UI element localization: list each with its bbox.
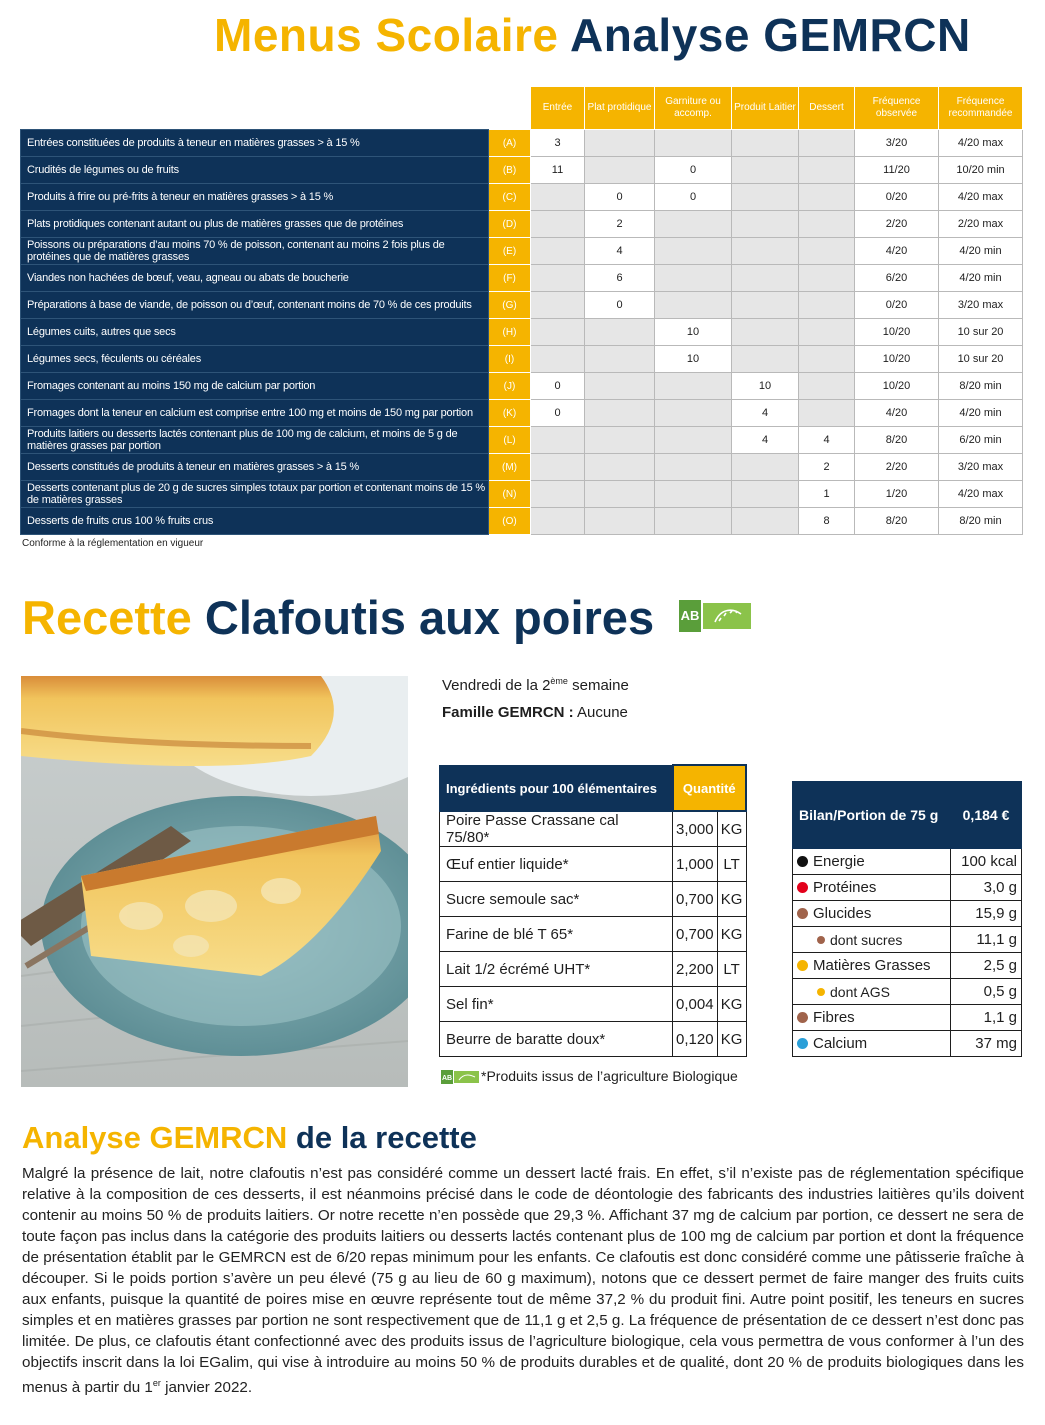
clafoutis-photo <box>21 676 408 1087</box>
row-cell: 8/20 min <box>939 508 1023 535</box>
row-label: Entrées constituées de produits à teneur en matières grasses > à 15 % <box>21 130 489 157</box>
row-cell: 0 <box>585 184 655 211</box>
row-cell: 4/20 max <box>939 481 1023 508</box>
row-cell: 10 sur 20 <box>939 346 1023 373</box>
ingredient-name: Farine de blé T 65* <box>440 917 673 952</box>
row-label: Viandes non hachées de bœuf, veau, agneau ou abats de boucherie <box>21 265 489 292</box>
row-cell: 1 <box>799 481 855 508</box>
row-cell: 10 sur 20 <box>939 319 1023 346</box>
row-cell <box>531 238 585 265</box>
nutrient-label: Matières Grasses <box>813 957 931 974</box>
row-cell <box>732 454 799 481</box>
row-label: Légumes cuits, autres que secs <box>21 319 489 346</box>
row-cell: 3/20 <box>855 130 939 157</box>
nutrition-row <box>793 1005 1022 1031</box>
row-cell <box>732 211 799 238</box>
analysis-title-part2: de la recette <box>287 1120 477 1155</box>
row-cell <box>585 157 655 184</box>
row-cell: 0 <box>655 157 732 184</box>
row-cell: 0 <box>531 373 585 400</box>
ingredient-unit: KG <box>717 917 746 952</box>
row-label: Desserts constitués de produits à teneur en matières grasses > à 15 % <box>21 454 489 481</box>
row-label: Produits laitiers ou desserts lactés contenant plus de 100 mg de calcium, et moins de 5 g de matières grasses par portion <box>21 427 489 454</box>
nutrition-table <box>792 781 1022 1057</box>
row-cell <box>585 346 655 373</box>
nutrition-row <box>793 979 1022 1005</box>
row-cell <box>655 400 732 427</box>
title-part2: Analyse GEMRCN <box>570 9 971 61</box>
nutrient-label: dont sucres <box>830 931 903 948</box>
row-cell: 2/20 <box>855 454 939 481</box>
row-code: (I) <box>489 346 531 373</box>
nutrient-dot-icon <box>797 1038 808 1049</box>
gemrcn-row <box>21 373 1023 400</box>
row-cell <box>585 508 655 535</box>
row-cell: 10/20 min <box>939 157 1023 184</box>
svg-text:AB: AB <box>441 1075 453 1083</box>
nutrient-name <box>793 1005 951 1031</box>
row-cell <box>655 265 732 292</box>
row-code: (J) <box>489 373 531 400</box>
nutrient-dot-icon <box>817 936 825 944</box>
row-cell <box>585 373 655 400</box>
row-label: Desserts de fruits crus 100 % fruits crus <box>21 508 489 535</box>
nutrient-value: 0,5 g <box>951 979 1022 1005</box>
ingredients-header: Ingrédients pour 100 élémentaires <box>440 765 673 811</box>
row-cell <box>531 427 585 454</box>
table-footnote: Conforme à la réglementation en vigueur <box>22 538 204 549</box>
row-cell: 4 <box>799 427 855 454</box>
row-code: (A) <box>489 130 531 157</box>
nutrient-dot-icon <box>797 1012 808 1023</box>
row-cell: 8/20 <box>855 508 939 535</box>
row-cell: 4/20 <box>855 238 939 265</box>
analysis-title <box>22 1118 477 1158</box>
nutrition-row <box>793 927 1022 953</box>
ingredient-row <box>440 987 747 1022</box>
recipe-title-part1: Recette <box>22 591 192 644</box>
row-cell: 0 <box>655 184 732 211</box>
ingredient-unit: LT <box>717 847 746 882</box>
row-cell <box>732 130 799 157</box>
nutrient-name <box>793 979 951 1005</box>
ingredients-table <box>439 764 747 1057</box>
col-header-produit-laitier: Produit Laitier <box>732 87 799 130</box>
row-code: (D) <box>489 211 531 238</box>
row-cell: 10/20 <box>855 346 939 373</box>
gemrcn-row <box>21 400 1023 427</box>
nutrition-row <box>793 875 1022 901</box>
row-cell <box>531 184 585 211</box>
recipe-title <box>22 588 751 648</box>
row-cell <box>732 481 799 508</box>
nutrition-row <box>793 849 1022 875</box>
nutrient-name <box>793 901 951 927</box>
row-cell: 0/20 <box>855 292 939 319</box>
row-cell <box>655 238 732 265</box>
ingredient-quantity: 3,000 <box>673 811 718 847</box>
row-cell <box>732 238 799 265</box>
nutrient-label: Protéines <box>813 879 877 896</box>
row-cell <box>732 508 799 535</box>
nutrient-value: 15,9 g <box>951 901 1022 927</box>
row-code: (L) <box>489 427 531 454</box>
row-cell: 2 <box>585 211 655 238</box>
row-cell: 10 <box>732 373 799 400</box>
ingredient-name: Sucre semoule sac* <box>440 882 673 917</box>
nutrient-name <box>793 875 951 901</box>
row-label: Préparations à base de viande, de poisson ou d’œuf, contenant moins de 70 % de ces produits <box>21 292 489 319</box>
row-cell <box>799 130 855 157</box>
row-cell: 8/20 <box>855 427 939 454</box>
row-cell: 10 <box>655 346 732 373</box>
row-cell <box>799 346 855 373</box>
ingredient-row <box>440 917 747 952</box>
row-cell <box>655 130 732 157</box>
nutrient-label: dont AGS <box>830 983 890 1000</box>
ingredient-unit: KG <box>717 882 746 917</box>
row-cell <box>732 319 799 346</box>
gemrcn-table <box>20 86 1023 535</box>
ingredient-quantity: 0,120 <box>673 1022 718 1057</box>
bio-note: AB *Produits issus de l’agriculture Biologique <box>441 1068 738 1084</box>
nutrient-dot-icon <box>797 882 808 893</box>
row-cell <box>531 481 585 508</box>
row-cell <box>531 508 585 535</box>
row-cell <box>799 373 855 400</box>
row-cell: 1/20 <box>855 481 939 508</box>
row-cell <box>531 454 585 481</box>
row-label: Fromages contenant au moins 150 mg de calcium par portion <box>21 373 489 400</box>
col-header-plat: Plat protidique <box>585 87 655 130</box>
analysis-paragraph: Malgré la présence de lait, notre clafoutis n’est pas considéré comme un dessert lacté frais. En effet, s’il n’existe pas de réglementation spécifique relative à la composition de ces desserts, il est néanmoins précisé dans le code de déontologie des fabricants des industries laitières qu’ils doivent contenir au moins 50 % de produits laitiers. Or notre recette n’en possède que 29,3 %. Affichant 37 mg de calcium par portion, ce dessert ne sera de toute façon pas inclus dans la catégorie des produits laitiers ou desserts lactés contenant plus de 100 mg de calcium par portion et dont la fréquence de présentation établit par le GEMRCN est de 6/20 repas minimum pour les enfants. Ce clafoutis est donc considéré comme une pâtisserie fraîche à découper. Si le poids portion s’avère un peu élevé (75 g au lieu de 60 g maximum), notons que ce dessert permet de faire manger des fruits cuits aux enfants, puisque la quantité de poires mise en œuvre représente tout de même 37,2 % du produit fini. Autre point positif, les teneurs en sucres simples et en matières grasses par portion ne sont respectivement que de 11,1 g et 2,5 g. La fréquence de présentation de ce dessert n’est donc pas limitée. De plus, ce clafoutis étant confectionné avec des produits issus de l’agriculture biologique, cela vous permettra de vous conformer à l’un des objectifs inscrit dans la loi EGalim, qui vise à introduire au moins 50 % de produits durables et de qualité, dont 20 % de produits biologiques dans les menus à partir du 1er janvier 2022. <box>22 1165 1024 1397</box>
gemrcn-row <box>21 265 1023 292</box>
row-cell: 8/20 min <box>939 373 1023 400</box>
row-cell <box>531 319 585 346</box>
nutrient-label: Fibres <box>813 1009 855 1026</box>
row-cell: 6/20 <box>855 265 939 292</box>
row-cell <box>732 346 799 373</box>
ingredient-quantity: 2,200 <box>673 952 718 987</box>
nutrient-dot-icon <box>797 960 808 971</box>
bilan-header: Bilan/Portion de 75 g <box>793 782 951 849</box>
row-cell: 3/20 max <box>939 292 1023 319</box>
row-cell: 4 <box>585 238 655 265</box>
row-cell: 4/20 max <box>939 130 1023 157</box>
ingredient-quantity: 0,700 <box>673 917 718 952</box>
row-label: Crudités de légumes ou de fruits <box>21 157 489 184</box>
row-cell <box>799 319 855 346</box>
row-cell <box>585 427 655 454</box>
row-label: Légumes secs, féculents ou céréales <box>21 346 489 373</box>
recipe-title-part2: Clafoutis aux poires <box>204 591 655 644</box>
row-cell: 3 <box>531 130 585 157</box>
gemrcn-row <box>21 211 1023 238</box>
row-code: (N) <box>489 481 531 508</box>
row-code: (C) <box>489 184 531 211</box>
row-code: (M) <box>489 454 531 481</box>
row-cell <box>531 211 585 238</box>
serving-day: Vendredi de la 2ème semaine <box>442 676 629 694</box>
gemrcn-row <box>21 157 1023 184</box>
row-code: (H) <box>489 319 531 346</box>
row-cell: 0 <box>585 292 655 319</box>
row-cell <box>799 400 855 427</box>
nutrient-value: 3,0 g <box>951 875 1022 901</box>
row-cell: 0 <box>531 400 585 427</box>
row-label: Desserts contenant plus de 20 g de sucres simples totaux par portion et contenant moins de 15 % de matières grasses <box>21 481 489 508</box>
row-code: (E) <box>489 238 531 265</box>
row-cell <box>799 238 855 265</box>
row-code: (K) <box>489 400 531 427</box>
ingredient-name: Sel fin* <box>440 987 673 1022</box>
ingredient-name: Lait 1/2 écrémé UHT* <box>440 952 673 987</box>
gemrcn-row <box>21 508 1023 535</box>
col-header-garniture: Garniture ou accomp. <box>655 87 732 130</box>
ingredient-row <box>440 952 747 987</box>
row-cell <box>531 346 585 373</box>
nutrient-value: 2,5 g <box>951 953 1022 979</box>
row-cell: 10/20 <box>855 319 939 346</box>
ingredient-row <box>440 847 747 882</box>
gemrcn-row <box>21 319 1023 346</box>
row-cell <box>655 211 732 238</box>
row-cell: 4/20 min <box>939 400 1023 427</box>
ingredient-row <box>440 1022 747 1057</box>
ingredient-unit: KG <box>717 987 746 1022</box>
nutrient-dot-icon <box>797 856 808 867</box>
nutrient-value: 37 mg <box>951 1031 1022 1057</box>
row-cell: 4/20 max <box>939 184 1023 211</box>
nutrient-value: 11,1 g <box>951 927 1022 953</box>
nutrition-row <box>793 1031 1022 1057</box>
ingredient-row <box>440 811 747 847</box>
ingredients-header-row <box>440 765 747 811</box>
row-cell: 2/20 <box>855 211 939 238</box>
row-cell: 10/20 <box>855 373 939 400</box>
gemrcn-family: Famille GEMRCN : Aucune <box>442 704 628 721</box>
nutrition-row <box>793 953 1022 979</box>
col-header-entree: Entrée <box>531 87 585 130</box>
row-cell <box>655 373 732 400</box>
ingredient-quantity: 1,000 <box>673 847 718 882</box>
ingredient-name: Beurre de baratte doux* <box>440 1022 673 1057</box>
nutrient-name <box>793 849 951 875</box>
row-cell <box>655 427 732 454</box>
col-header-frequence-recommandee: Fréquence recommandée <box>939 87 1023 130</box>
row-code: (O) <box>489 508 531 535</box>
row-cell <box>799 157 855 184</box>
row-cell: 2 <box>799 454 855 481</box>
nutrient-dot-icon <box>817 988 825 996</box>
gemrcn-row <box>21 346 1023 373</box>
ab-bio-logo-icon <box>679 600 751 632</box>
row-cell: 4/20 min <box>939 265 1023 292</box>
nutrient-label: Energie <box>813 853 865 870</box>
row-cell: 11/20 <box>855 157 939 184</box>
nutrient-dot-icon <box>797 908 808 919</box>
quantity-header: Quantité <box>673 765 747 811</box>
row-cell: 4/20 <box>855 400 939 427</box>
row-cell <box>799 265 855 292</box>
ingredient-unit: LT <box>717 952 746 987</box>
bilan-price: 0,184 € <box>951 782 1022 849</box>
ingredient-name: Œuf entier liquide* <box>440 847 673 882</box>
page-title <box>214 6 971 64</box>
row-cell <box>585 481 655 508</box>
row-label: Fromages dont la teneur en calcium est comprise entre 100 mg et moins de 150 mg par portion <box>21 400 489 427</box>
row-cell <box>531 265 585 292</box>
ingredient-unit: KG <box>717 1022 746 1057</box>
nutrient-label: Glucides <box>813 905 872 922</box>
ingredient-quantity: 0,700 <box>673 882 718 917</box>
ab-bio-small-icon <box>441 1070 479 1084</box>
row-cell <box>732 184 799 211</box>
col-header-frequence-observee: Fréquence observée <box>855 87 939 130</box>
row-cell <box>655 481 732 508</box>
analysis-title-part1: Analyse GEMRCN <box>22 1120 288 1155</box>
row-cell: 4/20 min <box>939 238 1023 265</box>
row-cell: 4 <box>732 427 799 454</box>
ingredient-quantity: 0,004 <box>673 987 718 1022</box>
row-cell <box>585 319 655 346</box>
gemrcn-row <box>21 292 1023 319</box>
gemrcn-row <box>21 184 1023 211</box>
nutrition-row <box>793 901 1022 927</box>
row-cell: 6/20 min <box>939 427 1023 454</box>
svg-text:AB: AB <box>680 607 700 623</box>
row-cell <box>732 265 799 292</box>
ingredient-row <box>440 882 747 917</box>
row-cell <box>585 400 655 427</box>
row-cell <box>799 184 855 211</box>
row-cell <box>799 211 855 238</box>
nutrient-name <box>793 953 951 979</box>
row-cell <box>732 292 799 319</box>
ingredient-name: Poire Passe Crassane cal 75/80* <box>440 811 673 847</box>
row-label: Plats protidiques contenant autant ou plus de matières grasses que de protéines <box>21 211 489 238</box>
nutrient-name <box>793 1031 951 1057</box>
gemrcn-row <box>21 481 1023 508</box>
nutrient-label: Calcium <box>813 1035 868 1052</box>
col-header-dessert: Dessert <box>799 87 855 130</box>
row-cell <box>655 454 732 481</box>
row-cell <box>655 292 732 319</box>
row-cell: 6 <box>585 265 655 292</box>
nutrition-header-row <box>793 782 1022 849</box>
nutrient-value: 1,1 g <box>951 1005 1022 1031</box>
row-label: Produits à frire ou pré-frits à teneur en matières grasses > à 15 % <box>21 184 489 211</box>
row-cell <box>799 292 855 319</box>
ingredient-unit: KG <box>717 811 746 847</box>
row-code: (F) <box>489 265 531 292</box>
row-cell <box>585 454 655 481</box>
row-label: Poissons ou préparations d’au moins 70 % de poisson, contenant au moins 2 fois plus de protéines que de matières grasses <box>21 238 489 265</box>
row-cell: 3/20 max <box>939 454 1023 481</box>
row-cell: 10 <box>655 319 732 346</box>
row-cell: 8 <box>799 508 855 535</box>
gemrcn-header-row <box>21 87 1023 130</box>
row-code: (G) <box>489 292 531 319</box>
row-cell <box>531 292 585 319</box>
row-code: (B) <box>489 157 531 184</box>
gemrcn-row <box>21 427 1023 454</box>
gemrcn-row <box>21 130 1023 157</box>
gemrcn-row <box>21 238 1023 265</box>
row-cell <box>655 508 732 535</box>
row-cell: 0/20 <box>855 184 939 211</box>
title-part1: Menus Scolaire <box>214 9 559 61</box>
row-cell: 11 <box>531 157 585 184</box>
gemrcn-row <box>21 454 1023 481</box>
row-cell <box>732 157 799 184</box>
nutrient-name <box>793 927 951 953</box>
row-cell <box>585 130 655 157</box>
row-cell: 2/20 max <box>939 211 1023 238</box>
nutrient-value: 100 kcal <box>951 849 1022 875</box>
row-cell: 4 <box>732 400 799 427</box>
